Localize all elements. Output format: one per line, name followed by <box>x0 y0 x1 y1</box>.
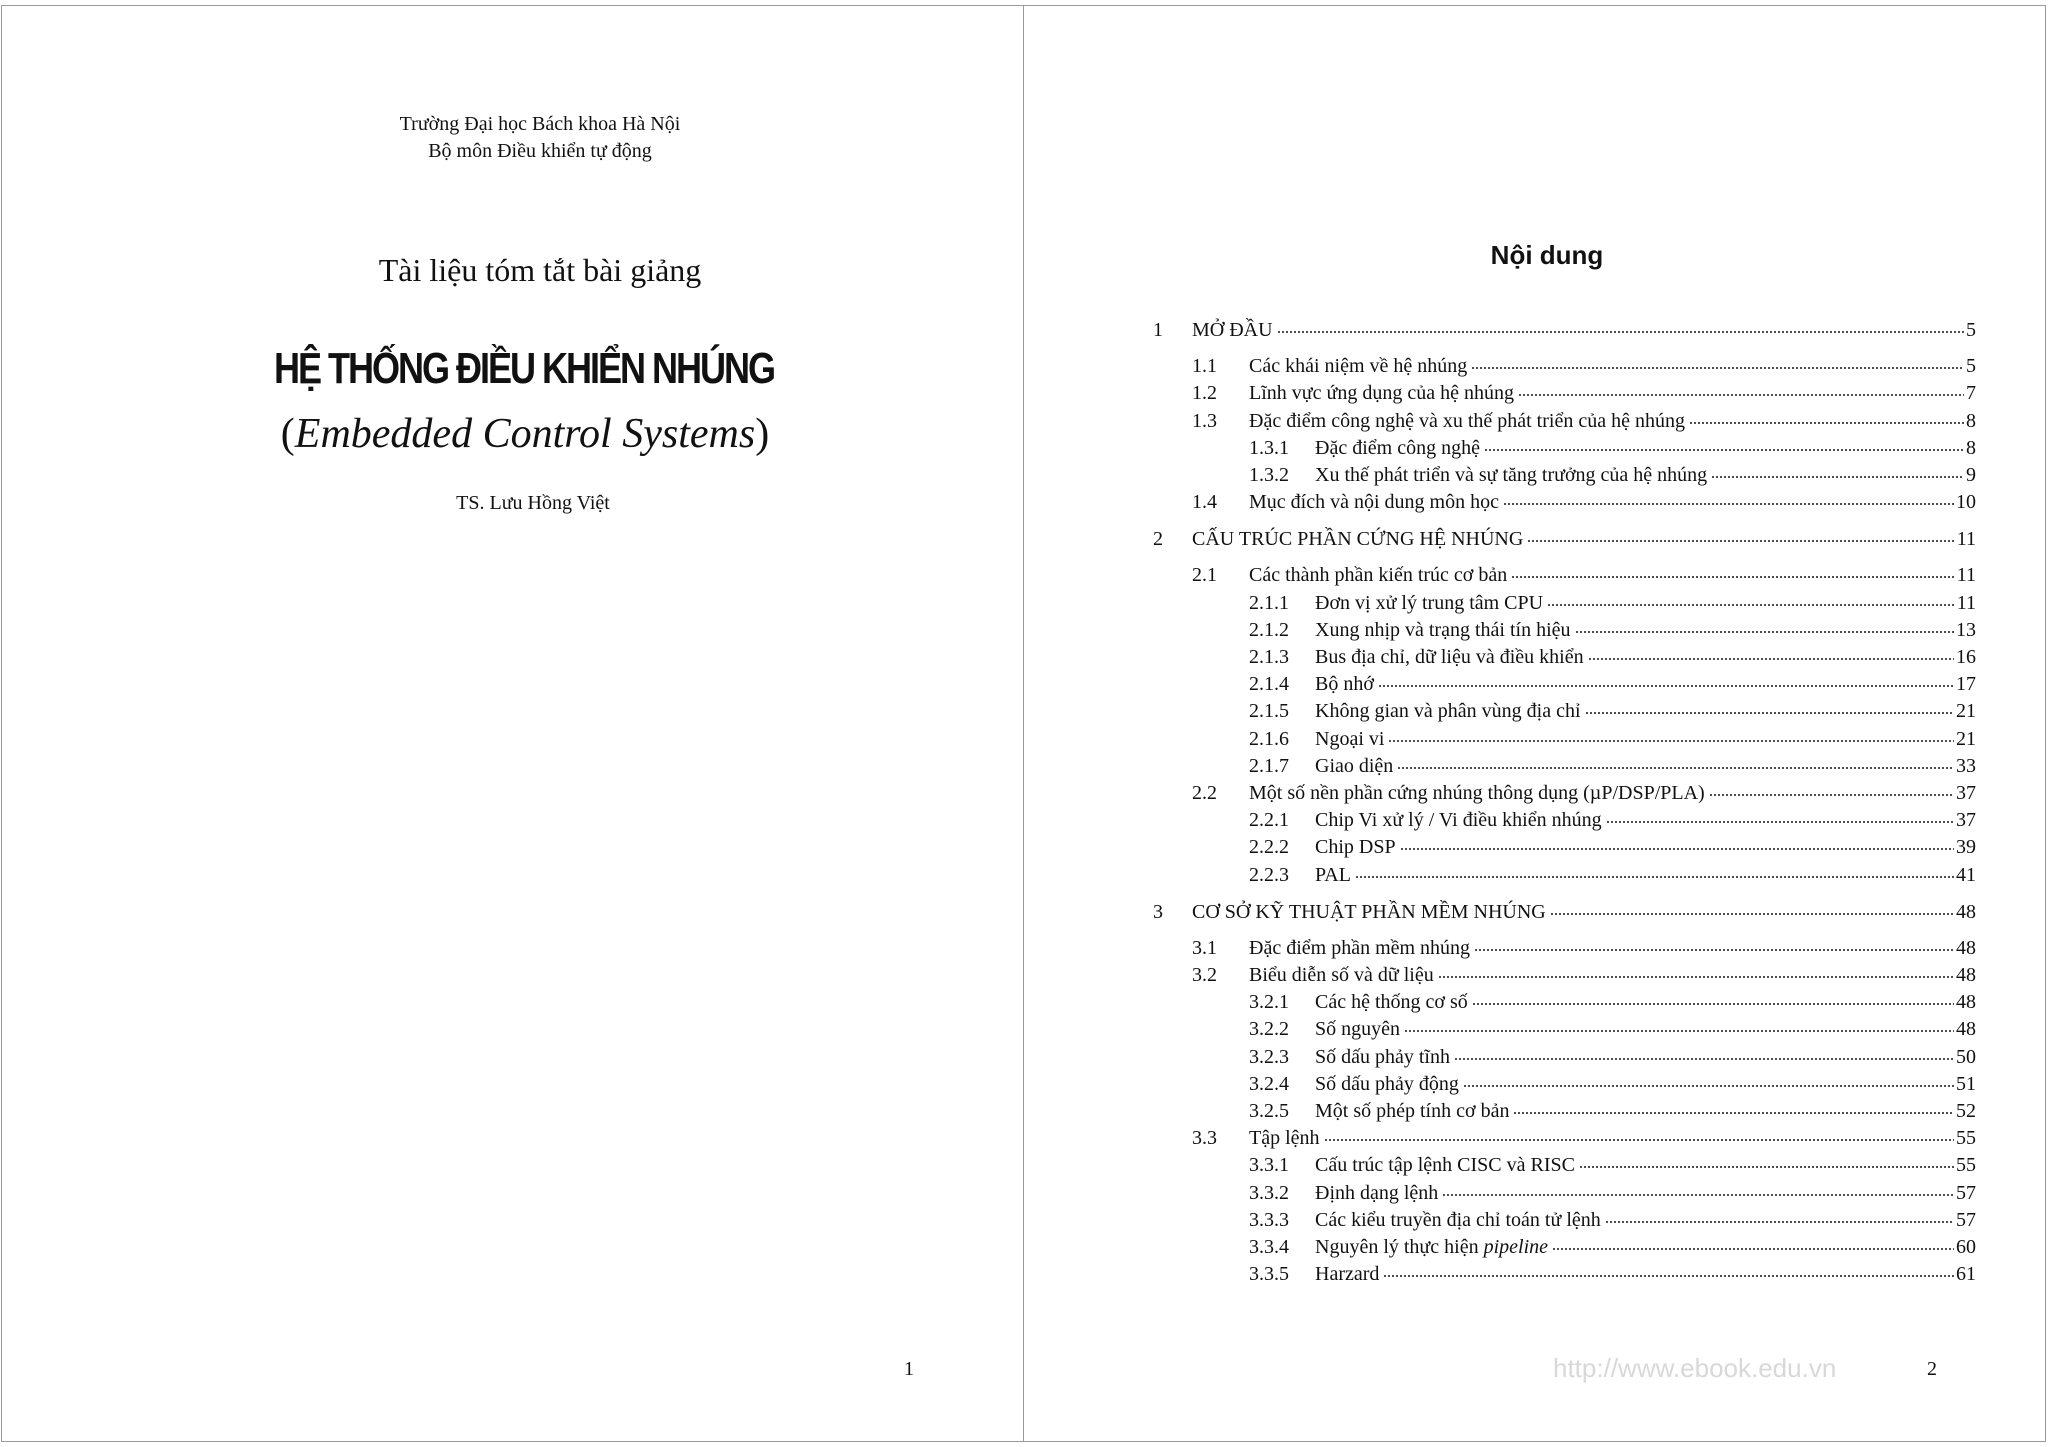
toc-entry-title-text: Lĩnh vực ứng dụng của hệ nhúng <box>1249 382 1514 404</box>
toc-entry-title-text: Cấu trúc tập lệnh CISC và RISC <box>1315 1154 1575 1176</box>
toc-entry-number: 1.3.1 <box>1249 437 1289 459</box>
toc-entry-title-text: Bus địa chỉ, dữ liệu và điều khiển <box>1315 646 1584 668</box>
toc-entry-number: 2.1 <box>1192 564 1217 586</box>
toc-entry-number: 3.2 <box>1192 964 1217 986</box>
toc-entry[interactable] <box>1249 1015 1976 1041</box>
toc-entry-title <box>1315 836 1398 859</box>
toc-entry-page: 11 <box>1956 528 1976 550</box>
toc-entry-page: 60 <box>1956 1236 1976 1258</box>
toc-entry-title <box>1249 491 1501 514</box>
toc-entry-title <box>1315 1154 1577 1177</box>
english-subtitle <box>0 410 1050 458</box>
english-subtitle-text: Embedded Control Systems <box>294 411 756 457</box>
toc-entry-title-text: Một số nền phần cứng nhúng thông dụng (µP/DSP/PLA) <box>1249 782 1705 804</box>
toc-entry-title <box>1315 1018 1402 1041</box>
toc-entry-number: 3.3 <box>1192 1127 1217 1149</box>
toc-entry[interactable] <box>1249 616 1976 642</box>
toc-entry-number: 3.3.4 <box>1249 1236 1289 1258</box>
toc-entry[interactable] <box>1249 1151 1976 1177</box>
toc-entry-title <box>1315 1073 1461 1096</box>
toc-entry[interactable] <box>1192 1124 1976 1150</box>
toc-entry-page: 8 <box>1966 437 1976 459</box>
toc-entry-number: 2.2.3 <box>1249 864 1289 886</box>
toc-entry[interactable] <box>1192 379 1976 405</box>
toc-leader-dots <box>1606 808 1954 828</box>
toc-entry-title-text: Đặc điểm công nghệ và xu thế phát triển của hệ nhúng <box>1249 410 1685 432</box>
toc-entry-title-italic: pipeline <box>1483 1236 1549 1258</box>
toc-entry-title-text: Nguyên lý thực hiện <box>1315 1236 1484 1258</box>
toc-entry[interactable] <box>1192 934 1976 960</box>
toc-entry-number: 3.2.3 <box>1249 1046 1289 1068</box>
toc-entry-title <box>1315 1182 1440 1205</box>
toc-leader-dots <box>1513 1099 1954 1119</box>
toc-leader-dots <box>1575 618 1954 638</box>
toc-entry-page: 61 <box>1956 1263 1976 1285</box>
toc-entry-title <box>1249 964 1436 987</box>
toc-entry-title-text: Đặc điểm phần mềm nhúng <box>1249 937 1471 959</box>
toc-leader-dots <box>1552 1235 1954 1255</box>
toc-entry[interactable] <box>1249 1179 1976 1205</box>
toc-entry-page: 5 <box>1966 355 1976 377</box>
toc-leader-dots <box>1689 409 1964 429</box>
toc-entry-page: 57 <box>1956 1209 1976 1231</box>
toc-entry-page: 5 <box>1966 319 1976 341</box>
toc-leader-dots <box>1438 963 1954 983</box>
toc-entry-title <box>1315 755 1395 778</box>
toc-entry-title-text: CẤU TRÚC PHẦN CỨNG HỆ NHÚNG <box>1192 528 1524 550</box>
toc-entry-page: 50 <box>1956 1046 1976 1068</box>
toc-entry-page: 16 <box>1956 646 1976 668</box>
toc-entry-page: 13 <box>1956 619 1976 641</box>
toc-leader-dots <box>1511 563 1954 583</box>
toc-entry-page: 48 <box>1956 937 1976 959</box>
toc-entry-title-text: Các thành phần kiến trúc cơ bản <box>1249 564 1508 586</box>
toc-leader-dots <box>1324 1126 1954 1146</box>
toc-entry-title-text: Các kiểu truyền địa chỉ toán tử lệnh <box>1315 1209 1601 1231</box>
toc-entry-page: 55 <box>1956 1127 1976 1149</box>
toc-entry[interactable] <box>1153 525 1976 551</box>
toc-entry-title <box>1249 410 1687 433</box>
toc-entry-number: 3 <box>1153 901 1163 923</box>
toc-entry-title-text: Harzard <box>1315 1263 1380 1285</box>
toc-leader-dots <box>1378 672 1954 692</box>
toc-entry-title-text: MỞ ĐẦU <box>1192 319 1273 341</box>
toc-entry-title-text: Số dấu phảy động <box>1315 1073 1459 1095</box>
left-page <box>1 5 1025 1442</box>
toc-leader-dots <box>1383 1262 1954 1282</box>
document-title: HỆ THỐNG ĐIỀU KHIỂN NHÚNG <box>274 344 774 393</box>
toc-entry-title-text: PAL <box>1315 864 1351 886</box>
toc-entry-title <box>1315 1100 1511 1123</box>
toc-entry-title <box>1315 991 1470 1014</box>
toc-entry[interactable] <box>1249 806 1976 832</box>
toc-entry-page: 55 <box>1956 1154 1976 1176</box>
toc-entry-number: 1.3.2 <box>1249 464 1289 486</box>
toc-entry-title-text: Định dạng lệnh <box>1315 1182 1439 1204</box>
toc-entry-title <box>1315 464 1709 487</box>
toc-entry-title-text: Các khái niệm về hệ nhúng <box>1249 355 1468 377</box>
toc-entry-title <box>1315 1263 1381 1286</box>
paren-open: ( <box>280 411 295 457</box>
department-name: Bộ môn Điều khiển tự động <box>428 140 652 162</box>
toc-leader-dots <box>1454 1045 1954 1065</box>
toc-entry-title-text: Không gian và phân vùng địa chỉ <box>1315 700 1581 722</box>
toc-entry-title-text: Một số phép tính cơ bản <box>1315 1100 1510 1122</box>
toc-entry-number: 1.2 <box>1192 382 1217 404</box>
toc-entry[interactable] <box>1192 488 1976 514</box>
toc-entry[interactable] <box>1249 833 1976 859</box>
toc-heading <box>0 240 2048 271</box>
toc-entry-title <box>1315 646 1586 669</box>
toc-entry-title-text: CƠ SỞ KỸ THUẬT PHẦN MỀM NHÚNG <box>1192 901 1546 923</box>
toc-entry-title <box>1192 901 1548 924</box>
toc-entry-page: 7 <box>1966 382 1976 404</box>
page-number-right: 2 <box>1927 1358 1937 1380</box>
toc-entry-number: 2.2.1 <box>1249 809 1289 831</box>
toc-leader-dots <box>1484 436 1964 456</box>
toc-entry-title <box>1315 1236 1550 1259</box>
toc-entry[interactable] <box>1249 670 1976 696</box>
toc-entry-title-text: Bộ nhớ <box>1315 673 1374 695</box>
toc-entry-number: 1 <box>1153 319 1163 341</box>
toc-entry[interactable] <box>1249 697 1976 723</box>
toc-entry-number: 3.2.1 <box>1249 991 1289 1013</box>
toc-entry-page: 48 <box>1956 1018 1976 1040</box>
toc-leader-dots <box>1442 1181 1954 1201</box>
toc-entry-title <box>1315 1209 1603 1232</box>
toc-entry-title <box>1315 437 1482 460</box>
toc-entry-title <box>1192 528 1525 551</box>
toc-entry-number: 1.4 <box>1192 491 1217 513</box>
toc-leader-dots <box>1277 318 1964 338</box>
toc-entry-page: 9 <box>1966 464 1976 486</box>
toc-entry-title <box>1249 564 1509 587</box>
toc-entry-page: 52 <box>1956 1100 1976 1122</box>
toc-entry[interactable] <box>1249 725 1976 751</box>
toc-entry-page: 48 <box>1956 901 1976 923</box>
toc-entry-title-text: Đặc điểm công nghệ <box>1315 437 1480 459</box>
toc-entry-title <box>1315 1046 1452 1069</box>
toc-entry-number: 2.1.2 <box>1249 619 1289 641</box>
toc-entry-title-text: Chip DSP <box>1315 836 1396 858</box>
toc-entry-number: 2.1.3 <box>1249 646 1289 668</box>
toc-entry-title <box>1249 355 1469 378</box>
toc-entry-title <box>1315 673 1376 696</box>
toc-entry-number: 2.1.6 <box>1249 728 1289 750</box>
toc-leader-dots <box>1547 591 1955 611</box>
toc-entry-title <box>1315 619 1573 642</box>
toc-heading-text: Nội dung <box>1490 240 1604 270</box>
toc-entry-number: 3.2.5 <box>1249 1100 1289 1122</box>
toc-entry[interactable] <box>1249 861 1976 887</box>
toc-leader-dots <box>1397 754 1954 774</box>
toc-entry-number: 3.3.1 <box>1249 1154 1289 1176</box>
toc-entry-page: 10 <box>1956 491 1976 513</box>
toc-entry-page: 11 <box>1956 592 1976 614</box>
document-type: Tài liệu tóm tắt bài giảng <box>378 252 702 288</box>
toc-leader-dots <box>1588 645 1954 665</box>
toc-entry-title <box>1192 319 1275 342</box>
toc-entry-number: 2.1.5 <box>1249 700 1289 722</box>
toc-leader-dots <box>1550 900 1954 920</box>
toc-entry-title-text: Biểu diễn số và dữ liệu <box>1249 964 1434 986</box>
toc-entry[interactable] <box>1249 1206 1976 1232</box>
university-name: Trường Đại học Bách khoa Hà Nội <box>399 113 681 135</box>
toc-entry-page: 41 <box>1956 864 1976 886</box>
toc-entry-title-text: Xu thế phát triển và sự tăng trưởng của hệ nhúng <box>1315 464 1708 486</box>
toc-entry-title <box>1315 809 1604 832</box>
toc-leader-dots <box>1585 699 1955 719</box>
toc-entry-title-text: Xung nhịp và trạng thái tín hiệu <box>1315 619 1571 641</box>
page-number-left: 1 <box>904 1358 914 1380</box>
toc-entry-number: 3.3.2 <box>1249 1182 1289 1204</box>
toc-leader-dots <box>1709 781 1954 801</box>
toc-entry[interactable] <box>1249 1097 1976 1123</box>
toc-entry-title-text: Chip Vi xử lý / Vi điều khiển nhúng <box>1315 809 1602 831</box>
toc-entry-number: 2.1.4 <box>1249 673 1289 695</box>
paren-close: ) <box>755 411 770 457</box>
toc-entry-page: 17 <box>1956 673 1976 695</box>
toc-entry-title-text: Tập lệnh <box>1249 1127 1320 1149</box>
toc-entry-title-text: Các hệ thống cơ số <box>1315 991 1468 1013</box>
toc-leader-dots <box>1463 1072 1954 1092</box>
toc-entry-title-text: Đơn vị xử lý trung tâm CPU <box>1315 592 1544 614</box>
toc-entry-title-text: Mục đích và nội dung môn học <box>1249 491 1499 513</box>
toc-entry-page: 33 <box>1956 755 1976 777</box>
toc-entry-title <box>1315 864 1353 887</box>
toc-entry-page: 21 <box>1956 700 1976 722</box>
toc-entry-title-text: Số nguyên <box>1315 1018 1400 1040</box>
toc-entry-number: 2 <box>1153 528 1163 550</box>
toc-entry-page: 37 <box>1956 809 1976 831</box>
toc-entry-number: 1.3 <box>1192 410 1217 432</box>
toc-entry[interactable] <box>1153 898 1976 924</box>
toc-entry-title <box>1249 937 1472 960</box>
toc-entry-page: 21 <box>1956 728 1976 750</box>
toc-entry-title <box>1315 728 1386 751</box>
toc-entry[interactable] <box>1153 316 1976 342</box>
toc-entry[interactable] <box>1249 643 1976 669</box>
toc-entry[interactable] <box>1249 1043 1976 1069</box>
toc-entry-number: 3.1 <box>1192 937 1217 959</box>
toc-entry[interactable] <box>1192 779 1976 805</box>
toc-leader-dots <box>1527 527 1954 547</box>
toc-leader-dots <box>1605 1208 1954 1228</box>
toc-leader-dots <box>1472 990 1954 1010</box>
toc-entry-page: 51 <box>1956 1073 1976 1095</box>
toc-entry[interactable] <box>1192 407 1976 433</box>
toc-entry-title-text: Số dấu phảy tĩnh <box>1315 1046 1450 1068</box>
toc-entry-title <box>1315 700 1583 723</box>
toc-entry-page: 8 <box>1966 410 1976 432</box>
toc-leader-dots <box>1355 863 1954 883</box>
author-name: TS. Lưu Hồng Việt <box>456 492 610 514</box>
toc-entry-number: 3.2.4 <box>1249 1073 1289 1095</box>
toc-entry-page: 48 <box>1956 964 1976 986</box>
toc-entry-title-text: Giao diện <box>1315 755 1394 777</box>
toc-entry-title <box>1315 592 1545 615</box>
toc-leader-dots <box>1474 936 1954 956</box>
toc-entry-page: 39 <box>1956 836 1976 858</box>
toc-entry[interactable] <box>1249 1260 1976 1286</box>
toc-entry-number: 2.1.1 <box>1249 592 1289 614</box>
watermark-url: http://www.ebook.edu.vn <box>1553 1353 1837 1383</box>
toc-entry-number: 2.2 <box>1192 782 1217 804</box>
toc-entry[interactable] <box>1249 589 1976 615</box>
toc-entry[interactable] <box>1192 961 1976 987</box>
toc-entry[interactable] <box>1192 561 1976 587</box>
toc-entry-page: 48 <box>1956 991 1976 1013</box>
toc-leader-dots <box>1579 1153 1954 1173</box>
toc-entry-title <box>1249 782 1707 805</box>
toc-leader-dots <box>1471 354 1964 374</box>
toc-leader-dots <box>1518 381 1964 401</box>
toc-entry-page: 57 <box>1956 1182 1976 1204</box>
toc-entry-page: 11 <box>1956 564 1976 586</box>
toc-entry-title <box>1249 1127 1322 1150</box>
toc-entry[interactable] <box>1249 1070 1976 1096</box>
toc-entry[interactable] <box>1249 988 1976 1014</box>
toc-entry[interactable] <box>1249 752 1976 778</box>
toc-entry-page: 37 <box>1956 782 1976 804</box>
toc-entry-number: 3.3.5 <box>1249 1263 1289 1285</box>
toc-entry[interactable] <box>1249 461 1976 487</box>
toc-entry-number: 2.2.2 <box>1249 836 1289 858</box>
toc-entry-number: 2.1.7 <box>1249 755 1289 777</box>
toc-entry[interactable] <box>1249 434 1976 460</box>
toc-leader-dots <box>1711 463 1964 483</box>
toc-leader-dots <box>1404 1017 1954 1037</box>
toc-entry-number: 3.2.2 <box>1249 1018 1289 1040</box>
toc-entry-number: 3.3.3 <box>1249 1209 1289 1231</box>
toc-entry-title <box>1249 382 1516 405</box>
toc-leader-dots <box>1388 727 1954 747</box>
toc-entry[interactable] <box>1249 1233 1976 1259</box>
toc-leader-dots <box>1503 490 1954 510</box>
toc-entry-number: 1.1 <box>1192 355 1217 377</box>
toc-entry[interactable] <box>1192 352 1976 378</box>
toc-entry-title-text: Ngoại vi <box>1315 728 1385 750</box>
toc-leader-dots <box>1400 835 1954 855</box>
